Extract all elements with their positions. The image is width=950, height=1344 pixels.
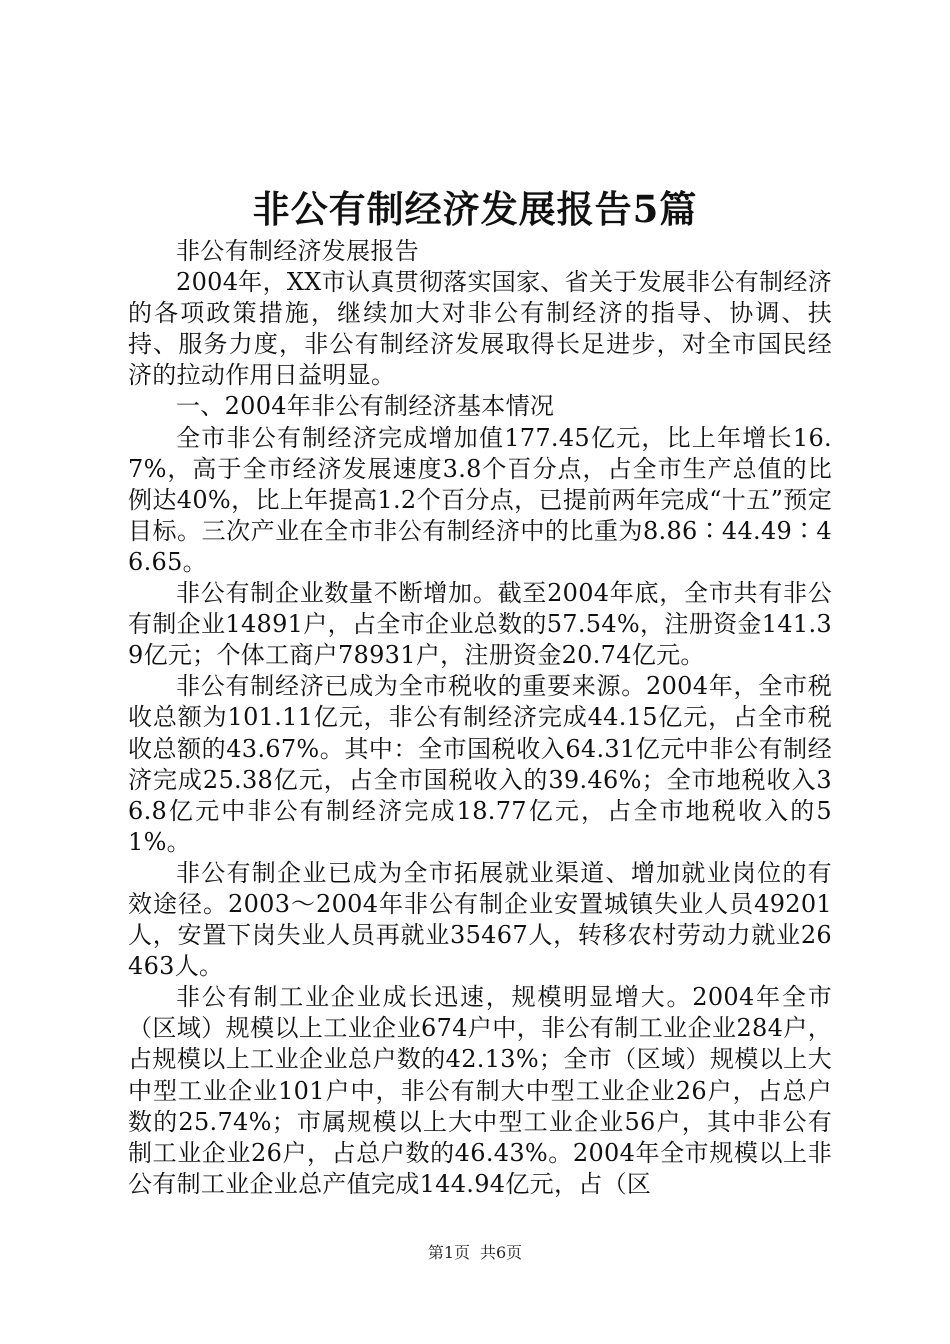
page-footer [0, 1242, 950, 1264]
paragraph: 非公有制企业数量不断增加。截至2004年底，全市共有非公有制企业14891户，占全市企业总数的57.54%，注册资金141.39亿元；个体工商户78931户，注册资金20.74亿元。 [128, 579, 832, 670]
paragraph: 非公有制经济已成为全市税收的重要来源。2004年，全市税收总额为101.11亿元，非公有制经济完成44.15亿元，占全市税收总额的43.67%。其中：全市国税收入64.31亿元中非公有制经济完成25.38亿元，占全市国税收入的39.46%；全市地税收入36.8亿元中非公有制经济完成18.77亿元，占全市地税收入的51%。 [128, 672, 832, 856]
section-heading: 一、2004年非公有制经济基本情况 [176, 392, 555, 421]
page-total: 共6页 [480, 1243, 523, 1262]
paragraph-subtitle: 非公有制经济发展报告 [176, 237, 419, 265]
paragraph: 全市非公有制经济完成增加值177.45亿元，比上年增长16.7%，高于全市经济发展速度3.8个百分点，占全市生产总值的比例达40%，比上年提高1.2个百分点，已提前两年完成“十五”预定目标。三次产业在全市非公有制经济中的比重为8.86∶44.49∶46.65。 [128, 423, 832, 576]
document-title: 非公有制经济发展报告5篇 [252, 187, 698, 231]
paragraph-intro: 2004年，XX市认真贯彻落实国家、省关于发展非公有制经济的各项政策措施，继续加大对非公有制经济的指导、协调、扶持、服务力度，非公有制经济发展取得长足进步，对全市国民经济的拉动作用日益明显。 [128, 268, 832, 390]
page-number: 第1页 [427, 1243, 470, 1262]
paragraph: 非公有制企业已成为全市拓展就业渠道、增加就业岗位的有效途径。2003～2004年非公有制企业安置城镇失业人员49201人，安置下岗失业人员再就业35467人，转移农村劳动力就业26463人。 [128, 858, 832, 981]
document-body [128, 236, 832, 1200]
paragraph: 非公有制工业企业成长迅速，规模明显增大。2004年全市（区域）规模以上工业企业674户中，非公有制工业企业284户，占规模以上工业企业总户数的42.13%；全市（区域）规模以上大中型工业企业101户中，非公有制大中型工业企业26户，占总户数的25.74%；市属规模以上大中型工业企业56户，其中非公有制工业企业26户，占总户数的46.43%。2004年全市规模以上非公有制工业企业总产值完成144.94亿元，占（区 [128, 983, 832, 1198]
